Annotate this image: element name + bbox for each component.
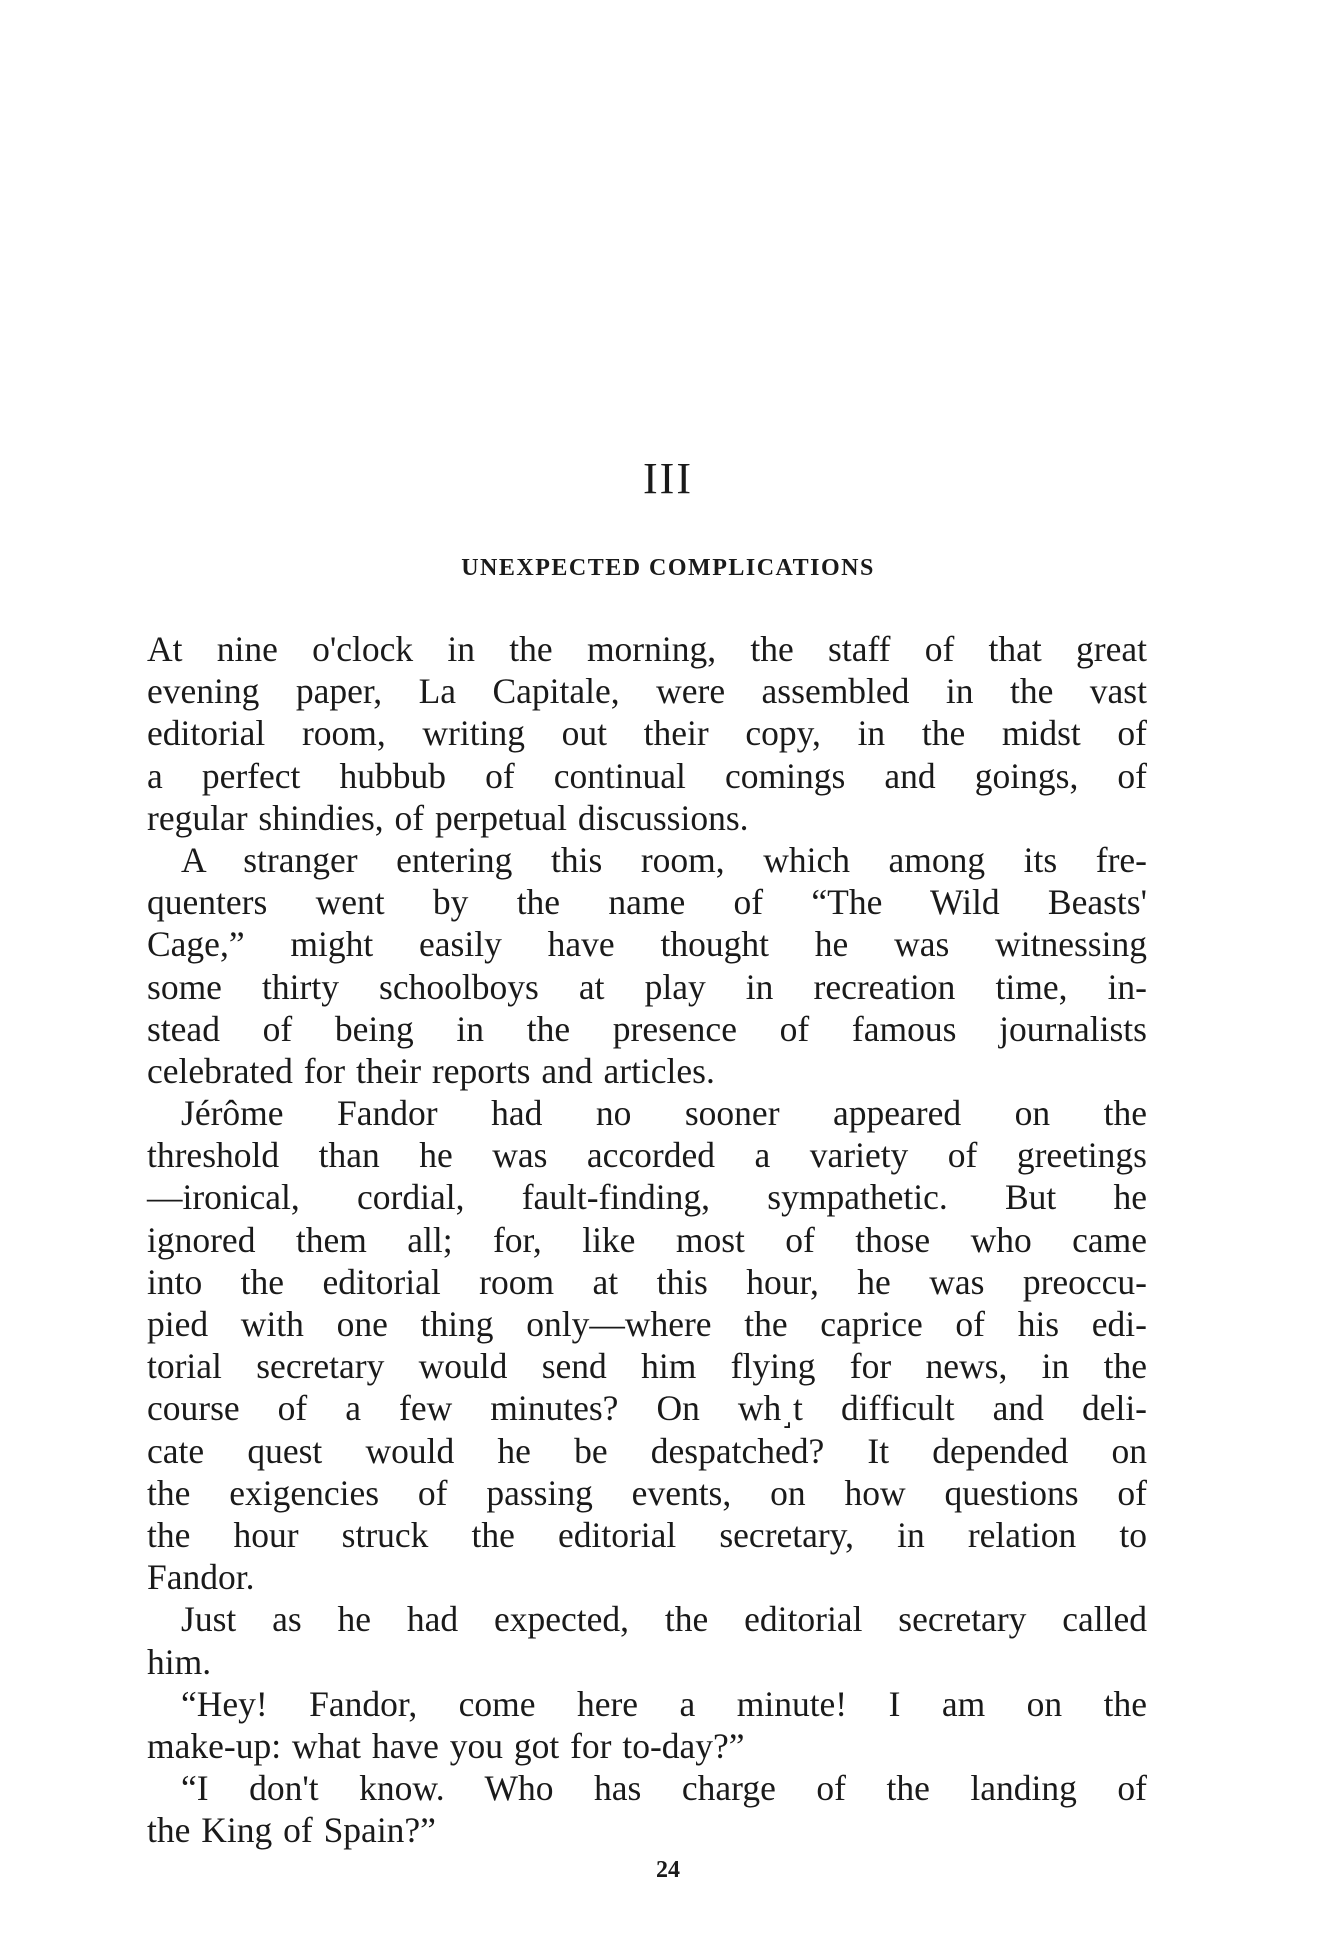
text-line: course of a few minutes? On wh˼t difficult and deli-	[147, 1388, 1147, 1429]
text-line: make-up: what have you got for to-day?”	[147, 1725, 745, 1766]
text-line: cate quest would he be despatched? It depended on	[147, 1430, 1147, 1471]
text-line: ignored them all; for, like most of those who came	[147, 1219, 1147, 1260]
text-line: into the editorial room at this hour, he was preoccu-	[147, 1261, 1147, 1302]
text-line: stead of being in the presence of famous journalists	[147, 1008, 1147, 1049]
text-line: a perfect hubbub of continual comings and goings, of	[147, 755, 1147, 796]
text-line: torial secretary would send him flying for news, in the	[147, 1346, 1147, 1387]
chapter-title: UNEXPECTED COMPLICATIONS	[461, 555, 875, 581]
text-line: regular shindies, of perpetual discussions.	[147, 797, 749, 838]
text-line: “Hey! Fandor, come here a minute! I am on the	[181, 1683, 1147, 1724]
text-line: quenters went by the name of “The Wild Beasts'	[147, 882, 1147, 923]
body-text	[147, 628, 1147, 1851]
text-line: editorial room, writing out their copy, in the midst of	[147, 713, 1147, 754]
text-line: the hour struck the editorial secretary, in relation to	[147, 1514, 1147, 1555]
text-line: Just as he had expected, the editorial secretary called	[181, 1599, 1147, 1640]
text-line: threshold than he was accorded a variety of greetings	[147, 1135, 1147, 1176]
text-line: evening paper, La Capitale, were assembled in the vast	[147, 671, 1147, 712]
text-line: celebrated for their reports and articles.	[147, 1050, 715, 1091]
text-line: the King of Spain?”	[147, 1810, 436, 1851]
text-line: At nine o'clock in the morning, the staff of that great	[147, 629, 1147, 669]
page-number: 24	[656, 1857, 680, 1883]
text-line: Fandor.	[147, 1557, 255, 1598]
text-line: Cage,” might easily have thought he was witnessing	[147, 924, 1147, 965]
text-line: the exigencies of passing events, on how questions of	[147, 1472, 1147, 1513]
text-line: A stranger entering this room, which among its fre-	[181, 839, 1147, 880]
text-line: —ironical, cordial, fault-finding, sympathetic. But he	[147, 1177, 1147, 1218]
text-line: Jérôme Fandor had no sooner appeared on the	[181, 1093, 1147, 1134]
text-line: some thirty schoolboys at play in recreation time, in-	[147, 966, 1147, 1007]
text-line: pied with one thing only—where the caprice of his edi-	[147, 1304, 1147, 1344]
text-line: him.	[147, 1641, 212, 1682]
text-line: “I don't know. Who has charge of the landing of	[181, 1768, 1147, 1809]
chapter-number: III	[643, 454, 693, 503]
